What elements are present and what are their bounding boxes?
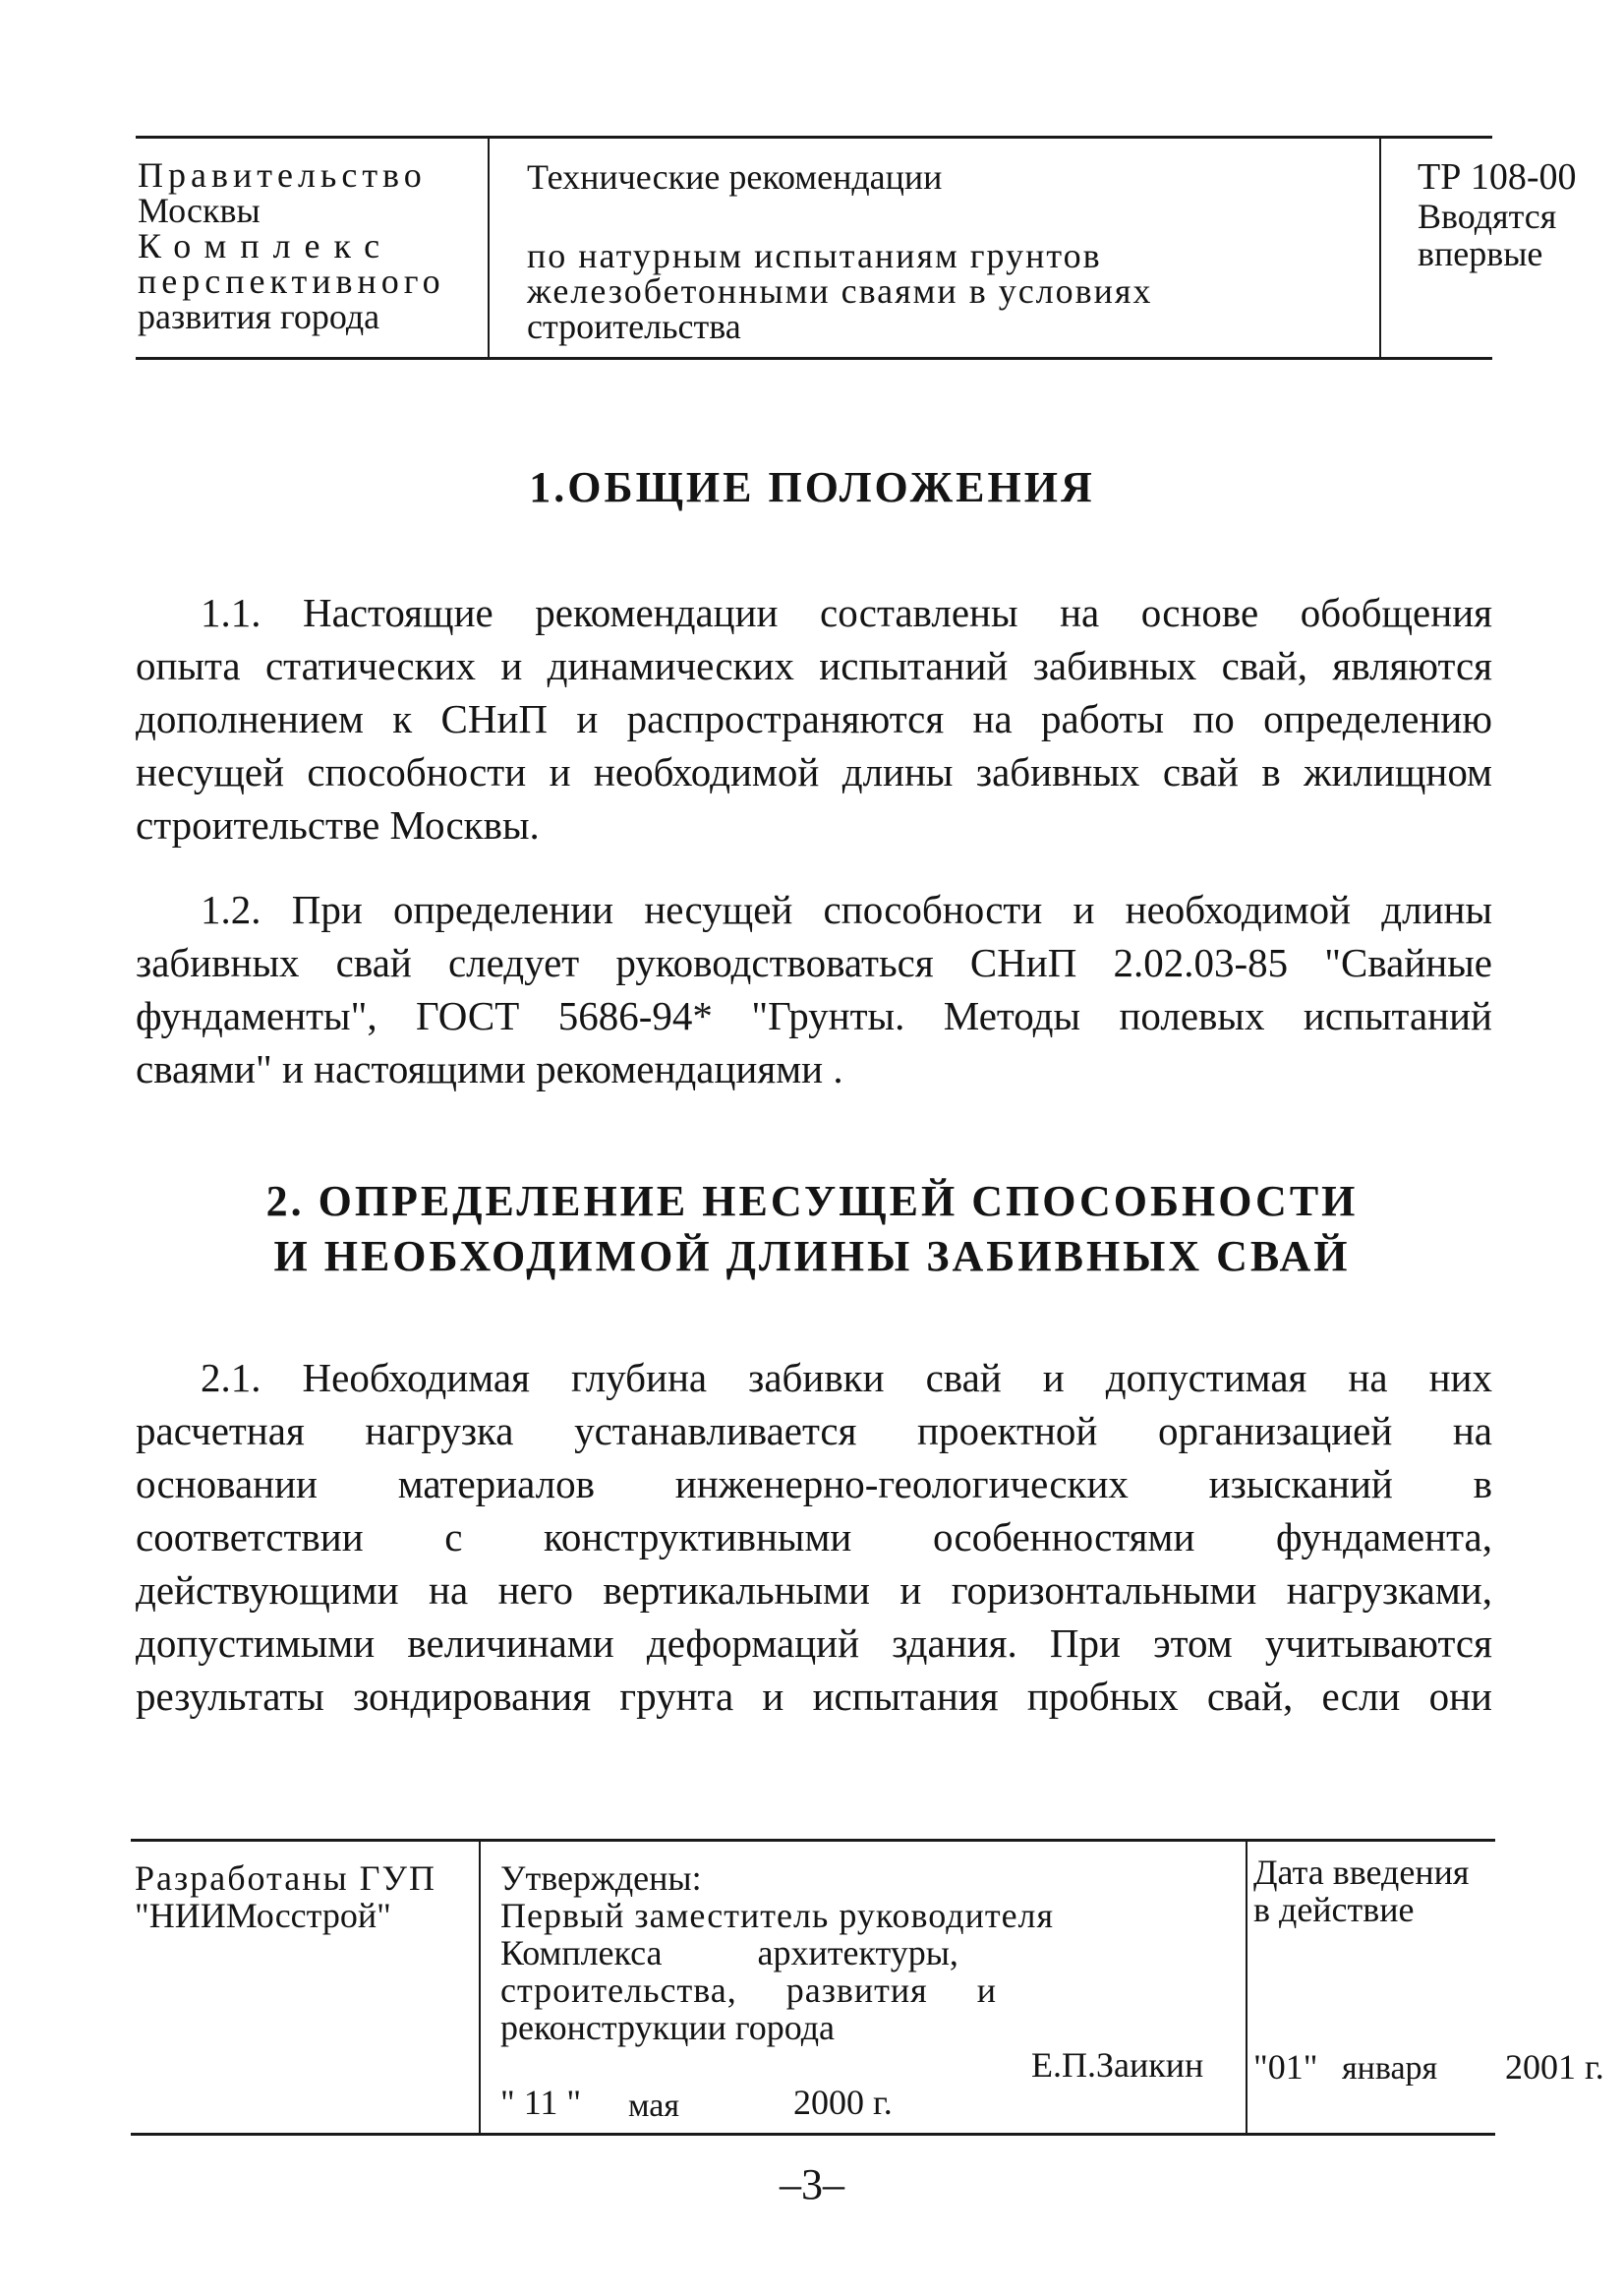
approver-line: Первый заместитель руководителя — [500, 1896, 1055, 1935]
effective-year: 2001 г. — [1505, 2047, 1604, 2087]
issuing-organization-cell — [136, 139, 490, 357]
effective-month: января — [1342, 2050, 1438, 2087]
paragraph-1-2 — [136, 883, 1492, 1095]
approver-line: Комплекса архитектуры, — [500, 1933, 958, 1972]
page-number: –3– — [780, 2160, 844, 2208]
section-1-heading: 1.ОБЩИЕ ПОЛОЖЕНИЯ — [529, 463, 1095, 511]
document-code-cell — [1382, 139, 1577, 357]
org-line: Комплекс — [138, 226, 394, 265]
paragraph-line: несущей способности и необходимой длины забивных свай в жилищном — [136, 749, 1492, 794]
document-title: Технические рекомендации — [527, 157, 943, 197]
section-2-heading-line: 2. ОПРЕДЕЛЕНИЕ НЕСУЩЕЙ СПОСОБНОСТИ — [265, 1177, 1359, 1225]
org-line: перспективного — [138, 262, 445, 301]
section-2-heading-line: И НЕОБХОДИМОЙ ДЛИНЫ ЗАБИВНЫХ СВАЙ — [273, 1232, 1351, 1280]
effective-label-line: в действие — [1253, 1890, 1415, 1929]
paragraph-line: действующими на него вертикальными и горизонтальными нагрузками, — [136, 1567, 1492, 1613]
effective-label-line: Дата введения — [1253, 1853, 1470, 1892]
document-approval-table — [131, 1839, 1604, 2136]
document-subtitle-line: строительства — [527, 307, 741, 346]
paragraph-line: дополнением к СНиП и распространяются на работы по определению — [136, 696, 1492, 741]
paragraph-line: расчетная нагрузка устанавливается проектной организацией на — [136, 1408, 1492, 1453]
approved-day: " 11 " — [500, 2083, 582, 2122]
document-subtitle-line: по натурным испытаниям грунтов — [527, 236, 1102, 275]
document-status-line: Вводятся — [1418, 197, 1557, 236]
developer-line: Разработаны ГУП — [135, 1858, 436, 1898]
paragraph-line: опыта статических и динамических испытаний забивных свай, являются — [136, 643, 1492, 688]
paragraph-line: фундаменты", ГОСТ 5686-94* "Грунты. Методы полевых испытаний — [136, 993, 1492, 1038]
document-status-line: впервые — [1418, 234, 1543, 273]
paragraph-line: допустимыми величинами деформаций здания. При этом учитываются — [136, 1620, 1492, 1666]
paragraph-line: соответствии с конструктивными особенностями фундамента, — [136, 1514, 1492, 1559]
paragraph-line: строительстве Москвы. — [136, 802, 540, 848]
paragraph-line: сваями" и настоящими рекомендациями . — [136, 1046, 843, 1091]
approver-name: Е.П.Заикин — [1031, 2045, 1204, 2085]
paragraph-line: забивных свай следует руководствоваться СНиП 2.02.03-85 "Свайные — [136, 940, 1492, 985]
developer-cell — [131, 1842, 481, 2133]
effective-day: "01" — [1253, 2047, 1318, 2087]
org-line: Москвы — [138, 191, 261, 230]
paragraph-line: результаты зондирования грунта и испытания пробных свай, если они — [136, 1674, 1492, 1719]
approval-cell — [481, 1842, 1247, 2133]
document-code: ТР 108-00 — [1418, 156, 1577, 198]
org-line: развития города — [138, 297, 380, 336]
paragraph-line: основании материалов инженерно-геологических изысканий в — [136, 1461, 1492, 1506]
document-subtitle-line: железобетонными сваями в условиях — [527, 271, 1153, 311]
effective-date-cell — [1247, 1842, 1604, 2133]
paragraph-line: 1.2. При определении несущей способности и необходимой длины — [201, 887, 1492, 932]
approver-line: реконструкции города — [500, 2008, 835, 2047]
document-header-table — [136, 136, 1577, 360]
approved-label: Утверждены: — [500, 1858, 702, 1898]
developer-line: "НИИМосстрой" — [135, 1896, 391, 1935]
paragraph-1-1 — [136, 586, 1492, 852]
paragraph-2-1 — [136, 1351, 1492, 1723]
approver-line: строительства, развития и — [500, 1971, 998, 2010]
paragraph-line: 1.1. Настоящие рекомендации составлены на основе обобщения — [201, 590, 1492, 635]
paragraph-line: 2.1. Необходимая глубина забивки свай и допустимая на них — [201, 1355, 1492, 1400]
approved-year: 2000 г. — [793, 2083, 893, 2122]
org-line: Правительство — [138, 155, 427, 195]
document-title-cell — [490, 139, 1381, 357]
approved-month: мая — [628, 2088, 680, 2124]
